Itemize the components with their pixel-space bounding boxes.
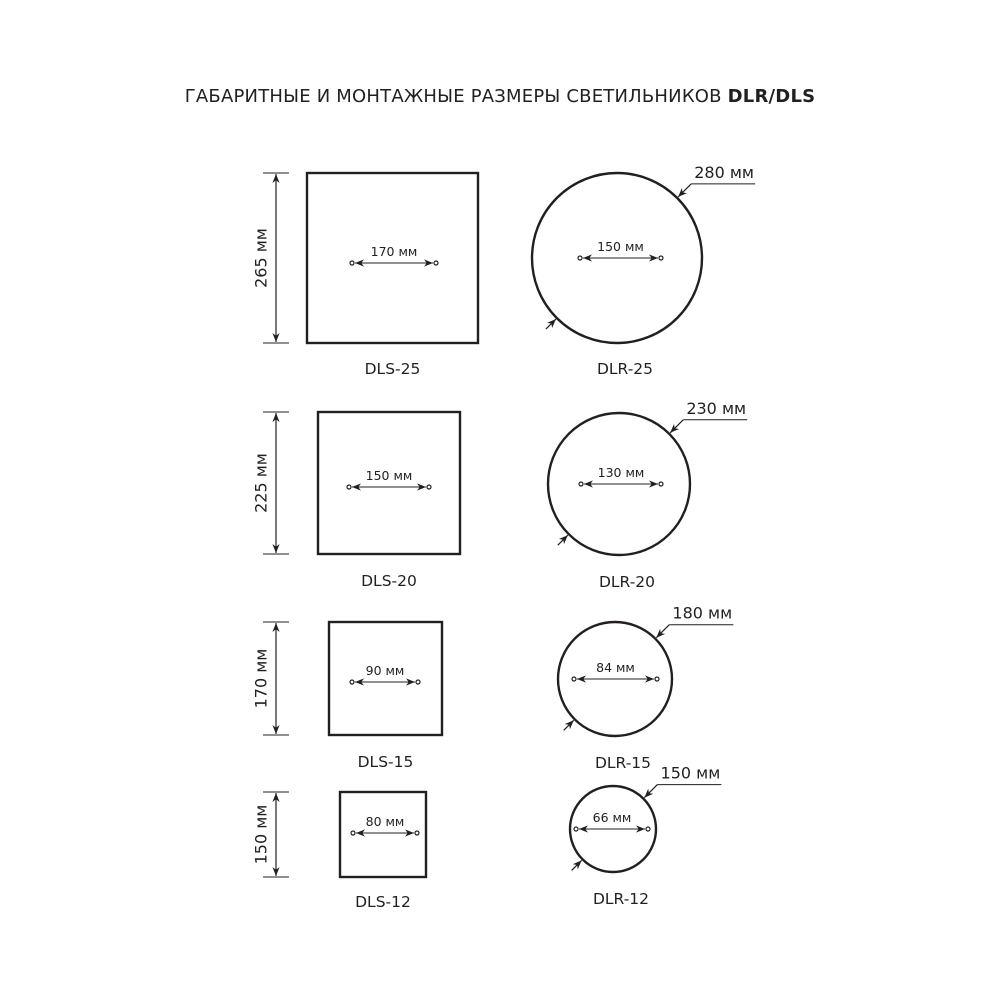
dlr-mount-hole-right-3: [646, 827, 650, 831]
dlr-mount-hole-left-2: [572, 677, 576, 681]
dlr-mount-label-2: 84 мм: [596, 660, 635, 675]
dls-housing-1: [318, 412, 460, 554]
title-bold: DLR/DLS: [727, 86, 816, 107]
dlr-mount-label-1: 130 мм: [597, 465, 645, 480]
dls-size-label-2: 170 мм: [251, 648, 271, 709]
dls-mount-label-3: 80 мм: [365, 814, 405, 829]
dls-model-label-2: DLS-15: [357, 753, 414, 771]
dls-mount-hole-left-2: [350, 680, 354, 684]
dlr-diameter-label-2: 180 мм: [672, 603, 733, 623]
dlr-mount-hole-right-1: [659, 482, 663, 486]
dlr-diameter-leader-top-1: [670, 420, 683, 433]
title-text: ГАБАРИТНЫЕ И МОНТАЖНЫЕ РАЗМЕРЫ СВЕТИЛЬНИКОВ: [184, 86, 722, 107]
dls-mount-label-1: 150 мм: [365, 468, 413, 483]
dlr-mount-hole-left-3: [574, 827, 578, 831]
dlr-mount-label-0: 150 мм: [597, 239, 644, 254]
dls-mount-hole-left-1: [347, 485, 351, 489]
dlr-model-label-3: DLR-12: [592, 890, 650, 908]
dlr-diameter-label-0: 280 мм: [694, 162, 754, 182]
dls-mount-hole-right-3: [415, 831, 419, 835]
dls-mount-hole-right-1: [427, 485, 431, 489]
dls-model-label-0: DLS-25: [364, 360, 421, 378]
dlr-model-label-1: DLR-20: [598, 573, 656, 591]
dlr-mount-hole-right-0: [659, 256, 663, 260]
dls-mount-hole-right-2: [416, 680, 420, 684]
dls-housing-2: [329, 622, 442, 735]
dls-size-label-3: 150 мм: [251, 804, 271, 865]
dls-mount-hole-left-3: [351, 831, 355, 835]
dlr-diameter-leader-bottom-2: [564, 720, 574, 730]
dlr-diameter-leader-bottom-1: [558, 535, 568, 545]
dlr-mount-hole-left-0: [578, 256, 582, 260]
dlr-diameter-label-3: 150 мм: [660, 763, 721, 783]
dlr-model-label-0: DLR-25: [596, 360, 654, 378]
dlr-mount-hole-right-2: [655, 677, 659, 681]
dlr-mount-hole-left-1: [579, 482, 583, 486]
dls-mount-hole-right-0: [434, 261, 438, 265]
dls-size-label-1: 225 мм: [251, 453, 271, 513]
dlr-diameter-label-1: 230 мм: [686, 398, 747, 418]
dlr-model-label-2: DLR-15: [594, 754, 652, 772]
dlr-diameter-leader-bottom-3: [572, 860, 582, 870]
dls-mount-label-2: 90 мм: [365, 663, 405, 678]
dls-size-label-0: 265 мм: [251, 228, 271, 288]
dls-mount-hole-left-0: [350, 261, 354, 265]
dls-model-label-1: DLS-20: [361, 572, 417, 590]
dls-mount-label-0: 170 мм: [370, 244, 418, 259]
dlr-diameter-leader-bottom-0: [546, 319, 556, 329]
dlr-diameter-leader-top-0: [678, 184, 691, 197]
dlr-diameter-leader-top-3: [644, 785, 657, 798]
dlr-diameter-leader-top-2: [656, 625, 669, 638]
dlr-mount-label-3: 66 мм: [592, 810, 632, 825]
dls-model-label-3: DLS-12: [355, 893, 411, 911]
